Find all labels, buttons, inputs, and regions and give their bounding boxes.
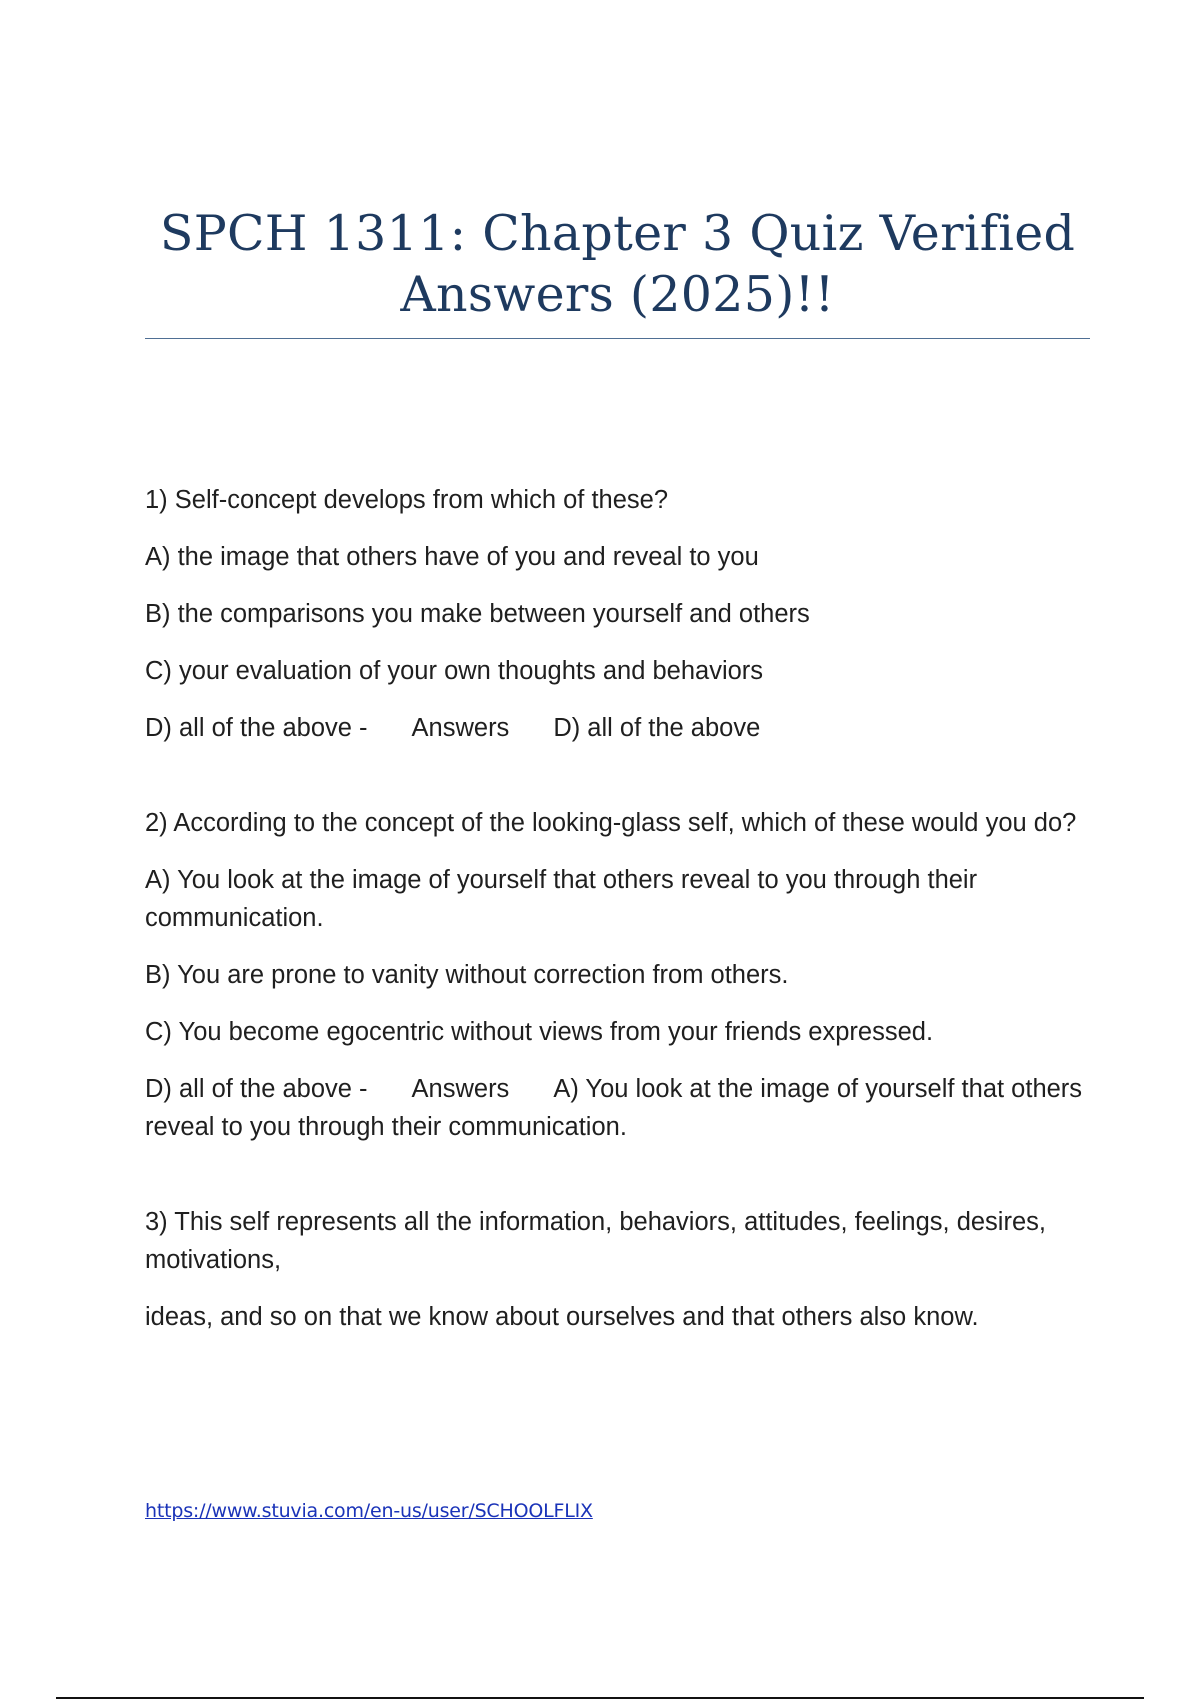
question-1: [145, 481, 1090, 747]
option-d: D) all of the above -: [145, 1075, 368, 1103]
answers-label: Answers: [411, 1075, 510, 1103]
question-prompt: 3) This self represents all the information, behaviors, attitudes, feelings, desires, motivations,: [145, 1208, 1046, 1274]
question-2: [145, 804, 1090, 1146]
option-d: D) all of the above -: [145, 714, 368, 742]
source-link[interactable]: https://www.stuvia.com/en-us/user/SCHOOLFLIX: [145, 1500, 593, 1522]
option-b: B) the comparisons you make between yourself and others: [145, 600, 810, 628]
title-divider: [145, 338, 1090, 339]
question-prompt: 1) Self-concept develops from which of these?: [145, 486, 669, 514]
question-3: [145, 1203, 1090, 1336]
answer-text: D) all of the above: [553, 714, 761, 742]
question-prompt: 2) According to the concept of the looking-glass self, which of these would you do?: [145, 809, 1077, 837]
answer-text: A) You look at the image of yourself that others reveal to you through their communication.: [145, 1075, 1083, 1141]
option-c: C) You become egocentric without views from your friends expressed.: [145, 1018, 934, 1046]
document-title: SPCH 1311: Chapter 3 Quiz Verified Answers (2025)!!: [159, 205, 1076, 323]
page-bottom-divider: [56, 1697, 1144, 1699]
option-b: B) You are prone to vanity without correction from others.: [145, 961, 789, 989]
option-d-with-answer: [145, 1070, 1090, 1146]
answers-label: Answers: [411, 714, 510, 742]
question-continuation: ideas, and so on that we know about ourselves and that others also know.: [145, 1303, 979, 1331]
option-a: A) You look at the image of yourself that others reveal to you through their communication.: [145, 866, 978, 932]
option-c: C) your evaluation of your own thoughts and behaviors: [145, 657, 764, 685]
option-a: A) the image that others have of you and reveal to you: [145, 543, 759, 571]
option-d-with-answer: [145, 709, 1090, 747]
quiz-content: [145, 481, 1090, 1393]
